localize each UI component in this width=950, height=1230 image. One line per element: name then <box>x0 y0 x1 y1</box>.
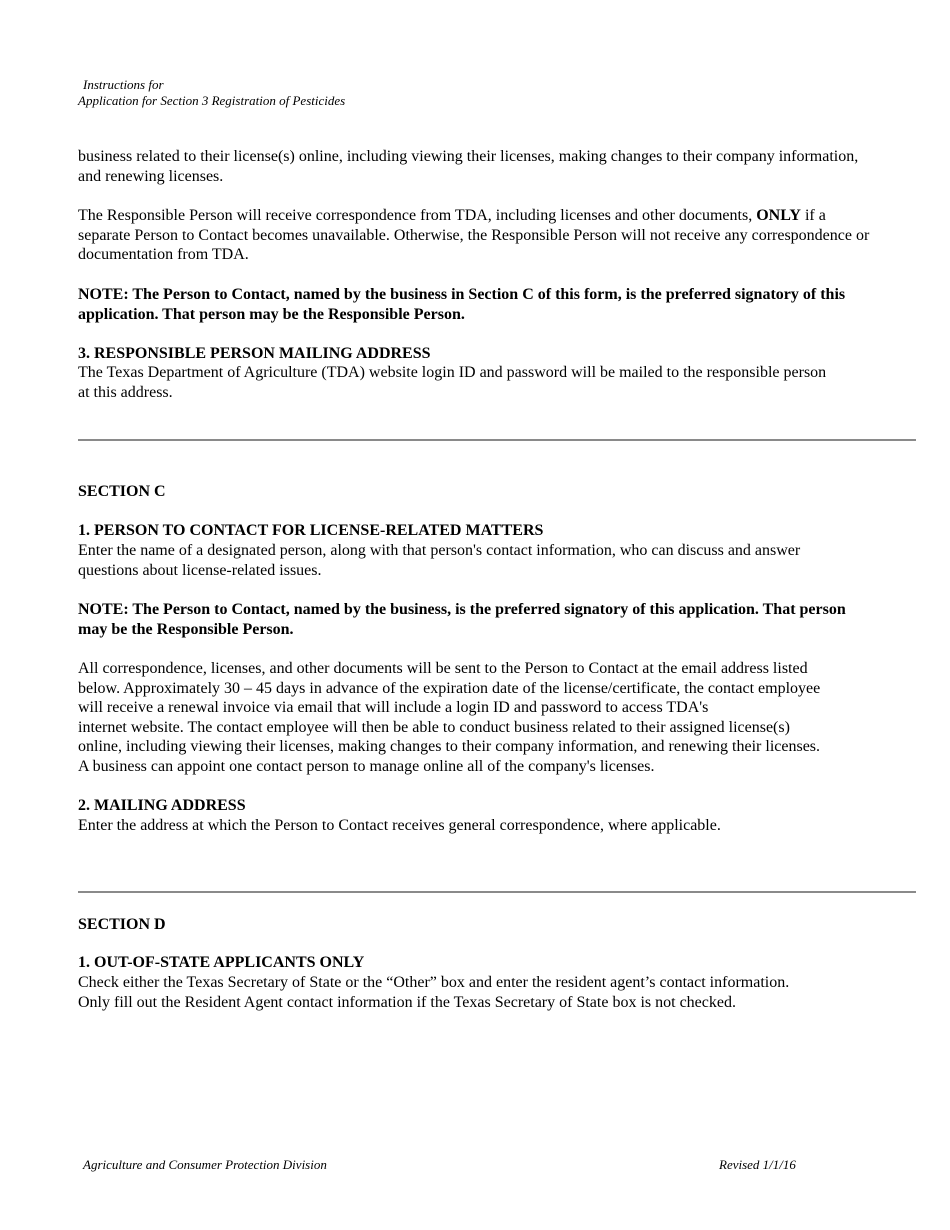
section-divider-1 <box>78 439 916 441</box>
mailing-address-heading: 2. MAILING ADDRESS <box>78 797 246 814</box>
correspondence-text-end: if a separate Person to Contact becomes unavailable. Otherwise, the Responsible Person will not receive any correspondence or documentation from TDA. <box>78 207 870 264</box>
section-d-title: SECTION D <box>78 916 166 933</box>
out-of-state-line: Check either the Texas Secretary of State or the “Other” box and enter the resident agent’s contact information. <box>78 974 790 991</box>
mailing-address-text: Enter the address at which the Person to Contact receives general correspondence, where applicable. <box>78 817 721 834</box>
header-line-1: Instructions for <box>83 77 164 92</box>
footer-revised-date: Revised 1/1/16 <box>719 1157 796 1172</box>
footer-division: Agriculture and Consumer Protection Division <box>83 1157 327 1172</box>
header-line-2: Application for Section 3 Registration of Pesticides <box>78 93 346 108</box>
contact-correspondence-line: online, including viewing their licenses, making changes to their company information, and renewing their licenses. <box>78 738 821 756</box>
responsible-person-mailing-address-heading: 3. RESPONSIBLE PERSON MAILING ADDRESS <box>78 345 431 362</box>
section-b-note: NOTE: The Person to Contact, named by the business in Section C of this form, is the preferred signatory of this application. That person may be the Responsible Person. <box>78 286 846 323</box>
contact-correspondence-line: below. Approximately 30 – 45 days in advance of the expiration date of the license/certificate, the contact employee <box>78 679 821 697</box>
out-of-state-applicants-heading: 1. OUT-OF-STATE APPLICANTS ONLY <box>78 954 365 971</box>
responsible-person-mailing-address-text: The Texas Department of Agriculture (TDA) website login ID and password will be mailed to the responsible person at this address. <box>78 364 827 401</box>
continuation-paragraph: business related to their license(s) online, including viewing their licenses, making changes to their company information, and renewing licenses. <box>78 148 859 185</box>
contact-correspondence-line: All correspondence, licenses, and other documents will be sent to the Person to Contact at the email address listed <box>78 660 808 677</box>
contact-correspondence-line: internet website. The contact employee will then be able to conduct business related to their assigned license(s) <box>78 718 790 736</box>
out-of-state-line: Only fill out the Resident Agent contact information if the Texas Secretary of State box is not checked. <box>78 993 736 1011</box>
section-divider-2 <box>78 891 916 893</box>
section-c-title: SECTION C <box>78 483 166 500</box>
contact-correspondence-line: will receive a renewal invoice via email that will include a login ID and password to access TDA's <box>78 699 709 717</box>
out-of-state-applicants-text <box>78 973 789 1012</box>
contact-correspondence-line: A business can appoint one contact person to manage online all of the company's licenses. <box>78 757 655 775</box>
contact-correspondence-paragraph <box>78 659 820 777</box>
only-emphasis: ONLY <box>756 207 801 224</box>
responsible-person-correspondence-paragraph <box>78 206 878 265</box>
correspondence-text-start: The Responsible Person will receive correspondence from TDA, including licenses and other documents, <box>78 207 757 224</box>
person-to-contact-heading: 1. PERSON TO CONTACT FOR LICENSE-RELATED MATTERS <box>78 522 544 539</box>
section-c-note: NOTE: The Person to Contact, named by the business, is the preferred signatory of this application. That person may be the Responsible Person. <box>78 601 846 638</box>
person-to-contact-text: Enter the name of a designated person, along with that person's contact information, who can discuss and answer questions about license-related issues. <box>78 542 801 579</box>
